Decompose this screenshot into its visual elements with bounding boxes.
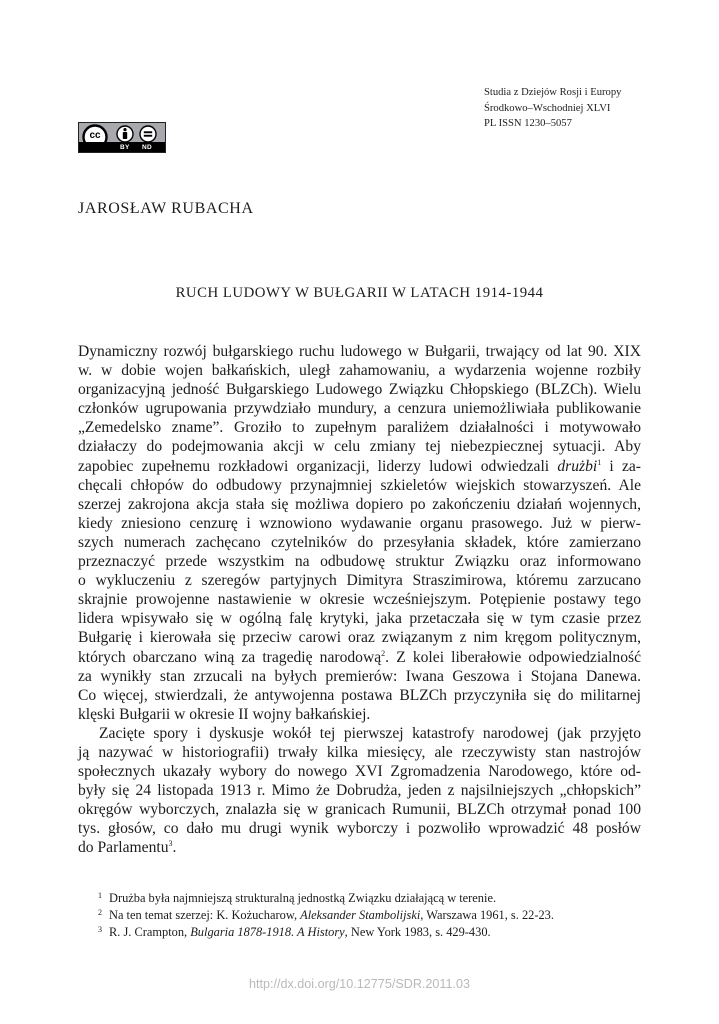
text-line: Dynamiczny rozwój bułgarskiego ruchu ludowego w Bułgarii, trwający od lat 90. XIX [78, 343, 641, 360]
text-line: tys. głosów, co dało mu drugi wynik wyborczy i pozwoliło wprowadzić 48 posłów [78, 820, 641, 838]
footnote-text: Drużba była najmniejszą strukturalną jednostką Związku działającą w terenie. [109, 891, 497, 905]
paragraph-2 [78, 724, 641, 858]
text-run: do Parlamentu [78, 839, 169, 857]
footnote-ref: 2 [381, 648, 386, 658]
journal-issn: PL ISSN 1230–5057 [484, 118, 572, 130]
text-line: członków ugrupowania przywdziało mundury, a cenzura uniemożliwiała publikowanie [78, 400, 641, 418]
text-run: . [172, 839, 177, 857]
text-line: klęski Bułgarii w okresie II wojny bałkańskiej. [78, 705, 371, 723]
footnotes [98, 890, 638, 942]
cc-license-badge[interactable] [78, 122, 166, 153]
text-line: przeznaczyć przede wszystkim na odbudowę struktur Związku oraz informowano [78, 553, 641, 571]
by-label: BY [120, 144, 130, 151]
text-line: społecznych ukazały wybory do nowego XVI Zgromadzenia Narodowego, które od- [78, 763, 641, 781]
footnote-text: R. J. Crampton, [109, 925, 191, 940]
footnote-text: , New York 1983, s. 429-430. [344, 925, 491, 940]
no-derivatives-icon [139, 125, 157, 143]
footnote-item: 2 Na ten temat szerzej: K. Kożucharow, Aleksander Stambolijski, Warszawa 1961, s. 22-23. [98, 908, 554, 923]
text-run: i za- [601, 457, 642, 475]
text-line [78, 648, 641, 667]
footnote-text: , Warszawa 1961, s. 22-23. [420, 908, 554, 923]
text-line: „Zemedelsko zname”. Groziło to zupełnym paraliżem działalności i motywowało [78, 419, 641, 437]
article-title: RUCH LUDOWY W BUŁGARII W LATACH 1914-1944 [175, 285, 544, 301]
text-line: szych numerach zachęcano czytelników do przesyłania składek, które zamierzano [78, 533, 641, 551]
text-line: kiedy zniesiono cenzurę i wznowiono wydawanie organu prasowego. Już w pierw- [78, 514, 641, 532]
text-line: organizacyjną jedność Bułgarskiego Ludowego Związku Chłopskiego (BLZCh). Wielu [78, 381, 641, 399]
journal-title-line2: Środkowo–Wschodniej XLVI [484, 102, 611, 114]
journal-title-line1: Studia z Dziejów Rosji i Europy [484, 87, 622, 98]
doi-link[interactable]: http://dx.doi.org/10.12775/SDR.2011.03 [248, 977, 470, 991]
footnote-item: 3 R. J. Crampton, Bulgaria 1878-1918. A History, New York 1983, s. 429-430. [98, 925, 491, 940]
text-line [78, 838, 641, 857]
text-line: Co więcej, stwierdzali, że antywojenna postawa BLZCh przyczyniła się do militarnej [78, 686, 641, 704]
footnote-text: Na ten temat szerzej: K. Kożucharow, [109, 908, 301, 923]
footnote-ref: 3 [168, 839, 173, 849]
text-line [78, 457, 641, 476]
text-line: szerzej zakrojona akcja stała się możliwa dopiero po zakończeniu działań wojennych, [78, 495, 641, 513]
text-line: lidera wpisywało się w ogólną falę krytyki, jaka przetaczała się w tym czasie przez [78, 610, 641, 628]
text-line: za wynikły stan zrzucali na byłych premierów: Iwana Geszowa i Stojana Danewa. [78, 667, 641, 685]
text-line: były się 24 listopada 1913 r. Mimo że Dobrudża, jeden z najsilniejszych „chłopskich” [78, 782, 641, 800]
text-line: chęcali chłopów do odbudowy przynajmniej szkieletów wiejskich stowarzyszeń. Ale [78, 476, 641, 494]
attribution-icon [116, 125, 134, 143]
nd-label: ND [142, 144, 152, 151]
text-run: których obarczano winą za tragedię narodową [78, 648, 382, 666]
footnote-item: 1 Drużba była najmniejszą strukturalną jednostką Związku działającą w terenie. [98, 891, 497, 905]
footnote-title: Bulgaria 1878-1918. A History [190, 925, 345, 940]
article-body [78, 342, 641, 858]
text-line: okręgów wyborczych, znalazła się w granicach Rumunii, BLZCh otrzymał ponad 100 [78, 801, 641, 819]
journal-info [484, 85, 621, 132]
text-line: Zacięte spory i dyskusje wokół tej pierwszej katastrofy narodowej (jak przyjęto [99, 724, 641, 742]
footnote-ref: 1 [597, 457, 602, 467]
author-name: JAROSŁAW RUBACHA [78, 200, 254, 217]
text-line: ją nazywać w historiografii) trwały kilka miesięcy, ale rzeczywisty stan nastrojów [78, 743, 641, 761]
text-run: . Z kolei liberałowie odpowiedzialność [385, 648, 641, 666]
text-line: w. w dobie wojen bałkańskich, uległ zahamowaniu, a wydarzenia wojenne rozbiły [78, 362, 641, 380]
text-line: Bułgarię i kierowała się przeciw carowi oraz związanym z nim kręgom politycznym, [78, 629, 641, 647]
footnote-title: Aleksander Stambolijski [300, 908, 421, 923]
text-line: działaczy do podejmowania akcji w celu zmiany tej niebezpiecznej sytuacji. Aby [78, 438, 641, 456]
text-line: o wykluczeniu z szeregów partyjnych Dimityra Straszimirowa, któremu zarzucano [78, 572, 641, 590]
emphasis-text: drużbi [557, 457, 598, 475]
text-run: zapobiec zupełnemu rozkładowi organizacji, liderzy ludowi odwiedzali [78, 457, 558, 475]
text-line: skrajnie prowojenne nastawienie w okresie wcześniejszym. Potępienie postawy tego [78, 591, 641, 609]
cc-mark: cc [89, 130, 101, 141]
paragraph-1 [78, 342, 641, 724]
